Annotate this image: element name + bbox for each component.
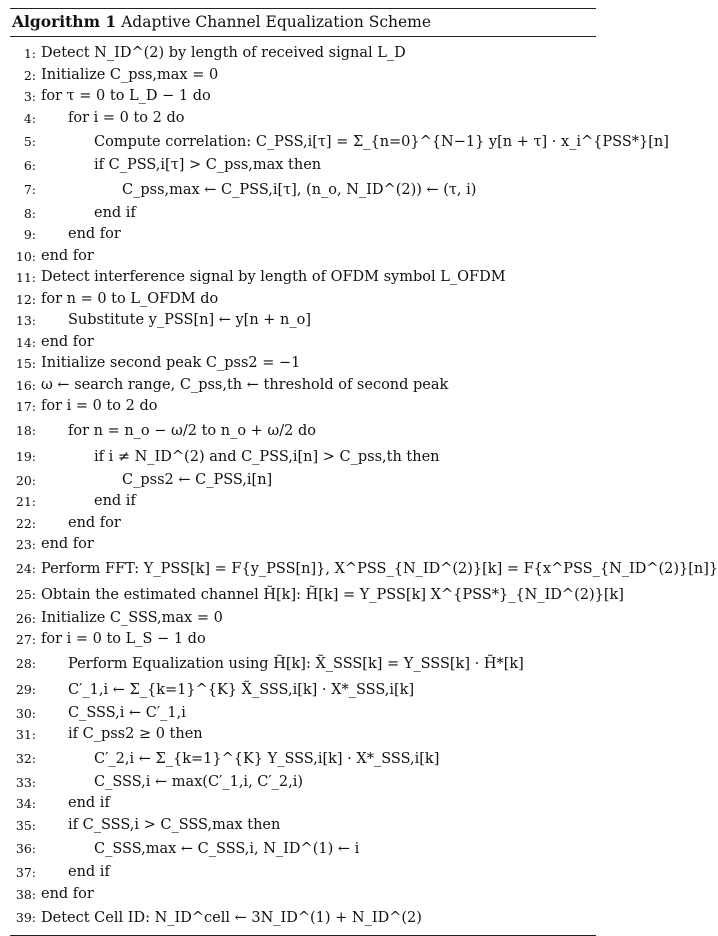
line-number: 35:: [15, 817, 36, 833]
algo-line-30: [10, 703, 596, 725]
line-text: end if: [94, 204, 136, 221]
line-text: end if: [68, 864, 110, 880]
algo-line-8: [10, 203, 596, 225]
algo-line-6: [10, 155, 596, 177]
line-text: for τ = 0 to L_D − 1 do: [41, 88, 211, 104]
line-text: C′_2,i ← Σ_{k=1}^{K} Y_SSS,i[k] · X*_SSS,i[k]: [94, 750, 440, 767]
line-number: 5:: [23, 134, 36, 149]
algo-line-24: [10, 556, 718, 582]
line-number: 2:: [23, 67, 36, 83]
algo-line-37: [10, 862, 596, 884]
line-text: if C_PSS,i[τ] > C_pss,max then: [94, 157, 322, 173]
line-number: 28:: [15, 655, 36, 671]
line-number: 36:: [15, 841, 36, 856]
line-text: end for: [68, 226, 121, 242]
line-number: 24:: [15, 560, 36, 576]
algo-line-17: [10, 396, 596, 418]
algo-line-39: [10, 905, 596, 931]
line-number: 9:: [23, 227, 36, 242]
line-number: 21:: [15, 494, 36, 509]
algo-line-25: [10, 582, 624, 608]
line-number: 30:: [15, 705, 36, 721]
algo-line-5: [10, 129, 669, 155]
algorithm-lines: [10, 37, 718, 931]
algorithm-box: [10, 8, 718, 936]
line-number: 32:: [15, 750, 36, 766]
line-text: C′_1,i ← Σ_{k=1}^{K} X̃_SSS,i[k] · X*_SSS,i[k]: [68, 681, 415, 698]
line-number: 15:: [15, 356, 36, 371]
algo-line-9: [10, 224, 596, 246]
line-number: 14:: [15, 334, 36, 350]
algo-line-14: [10, 332, 596, 354]
line-number: 27:: [15, 632, 36, 647]
algo-line-4: [10, 108, 596, 130]
algo-line-27: [10, 629, 596, 651]
line-text: end if: [94, 493, 136, 509]
algo-line-36: [10, 836, 596, 862]
algorithm-title: Adaptive Channel Equalization Scheme: [121, 13, 432, 31]
line-text: end for: [41, 333, 94, 350]
algo-line-10: [10, 246, 596, 268]
line-text: Obtain the estimated channel H̃[k]: H̃[k] = Y_PSS[k] X^{PSS*}_{N_ID^(2)}[k]: [41, 586, 624, 603]
line-text: for i = 0 to L_S − 1 do: [41, 631, 206, 647]
algo-line-26: [10, 608, 596, 630]
line-number: 38:: [15, 886, 36, 902]
algo-line-16: [10, 375, 596, 397]
line-text: C_pss2 ← C_PSS,i[n]: [122, 471, 273, 488]
line-number: 12:: [15, 291, 36, 307]
line-number: 1:: [23, 46, 36, 61]
line-number: 20:: [15, 472, 36, 488]
line-number: 8:: [23, 205, 36, 221]
algorithm-caption: [10, 9, 596, 36]
line-number: 22:: [15, 515, 36, 531]
algo-line-7: [10, 177, 596, 203]
line-text: Perform FFT: Y_PSS[k] = F{y_PSS[n]}, X^PSS_{N_ID^(2)}[k] = F{x^PSS_{N_ID^(2)}[n]}: [41, 560, 718, 577]
line-number: 7:: [23, 181, 36, 197]
algo-line-32: [10, 746, 596, 772]
line-text: C_SSS,i ← C′_1,i: [68, 704, 186, 721]
line-number: 19:: [15, 448, 36, 464]
algo-line-19: [10, 444, 596, 470]
algo-line-33: [10, 772, 596, 794]
line-number: 39:: [15, 910, 36, 925]
line-number: 37:: [15, 865, 36, 880]
line-text: for n = n_o − ω/2 to n_o + ω/2 do: [68, 422, 316, 439]
line-text: if C_pss2 ≥ 0 then: [68, 726, 203, 742]
algo-line-22: [10, 513, 596, 535]
line-text: end if: [68, 795, 110, 811]
line-text: C_SSS,i ← max(C′_1,i, C′_2,i): [94, 773, 304, 790]
algo-line-20: [10, 470, 596, 492]
line-number: 4:: [23, 110, 36, 126]
algo-line-11: [10, 267, 596, 289]
line-text: end for: [41, 247, 94, 264]
algo-line-35: [10, 815, 596, 837]
line-text: Detect N_ID^(2) by length of received signal L_D: [41, 45, 406, 61]
algo-line-23: [10, 534, 596, 556]
algo-line-1: [10, 43, 596, 65]
line-number: 10:: [15, 248, 36, 264]
algo-line-18: [10, 418, 596, 444]
line-number: 13:: [15, 313, 36, 328]
line-text: C_pss,max ← C_PSS,i[τ], (n_o, N_ID^(2)) ← (τ, i): [122, 181, 477, 198]
algo-line-2: [10, 65, 596, 87]
line-text: for i = 0 to 2 do: [41, 398, 158, 414]
line-text: end for: [41, 536, 94, 552]
line-number: 17:: [15, 399, 36, 414]
line-text: Initialize C_pss,max = 0: [41, 66, 219, 83]
line-text: Perform Equalization using H̃[k]: X̃_SSS[k] = Y_SSS[k] · H̃*[k]: [68, 655, 524, 672]
line-number: 34:: [15, 796, 36, 811]
line-number: 11:: [15, 270, 36, 285]
line-text: for i = 0 to 2 do: [68, 109, 185, 126]
line-text: for n = 0 to L_OFDM do: [41, 290, 219, 307]
line-number: 3:: [23, 89, 36, 104]
algo-line-15: [10, 353, 596, 375]
line-number: 18:: [15, 422, 36, 438]
line-number: 33:: [15, 774, 36, 790]
algorithm-label: Algorithm 1: [12, 12, 117, 31]
algo-line-38: [10, 884, 596, 906]
line-text: Initialize second peak C_pss2 = −1: [41, 355, 301, 371]
line-number: 31:: [15, 727, 36, 742]
line-text: Detect interference signal by length of OFDM symbol L_OFDM: [41, 269, 506, 285]
line-number: 16:: [15, 377, 36, 393]
line-text: end for: [68, 514, 121, 531]
algo-line-29: [10, 677, 596, 703]
algo-line-31: [10, 724, 596, 746]
line-text: ω ← search range, C_pss,th ← threshold of second peak: [41, 376, 449, 393]
algo-line-34: [10, 793, 596, 815]
line-number: 6:: [23, 158, 36, 173]
algo-line-21: [10, 491, 596, 513]
algo-line-13: [10, 310, 596, 332]
line-text: Detect Cell ID: N_ID^cell ← 3N_ID^(1) + N_ID^(2): [41, 910, 422, 926]
line-number: 26:: [15, 610, 36, 626]
line-number: 25:: [15, 586, 36, 602]
line-text: if C_SSS,i > C_SSS,max then: [68, 816, 281, 833]
line-text: if i ≠ N_ID^(2) and C_PSS,i[n] > C_pss,th then: [94, 448, 440, 465]
line-text: Substitute y_PSS[n] ← y[n + n_o]: [68, 312, 312, 328]
line-number: 29:: [15, 681, 36, 697]
line-text: C_SSS,max ← C_SSS,i, N_ID^(1) ← i: [94, 841, 360, 857]
line-text: end for: [41, 885, 94, 902]
line-number: 23:: [15, 537, 36, 552]
algo-line-12: [10, 289, 596, 311]
algo-line-28: [10, 651, 596, 677]
line-text: Compute correlation: C_PSS,i[τ] = Σ_{n=0}^{N−1} y[n + τ] · x_i^{PSS*}[n]: [94, 134, 669, 150]
line-text: Initialize C_SSS,max = 0: [41, 609, 223, 626]
algo-line-3: [10, 86, 596, 108]
